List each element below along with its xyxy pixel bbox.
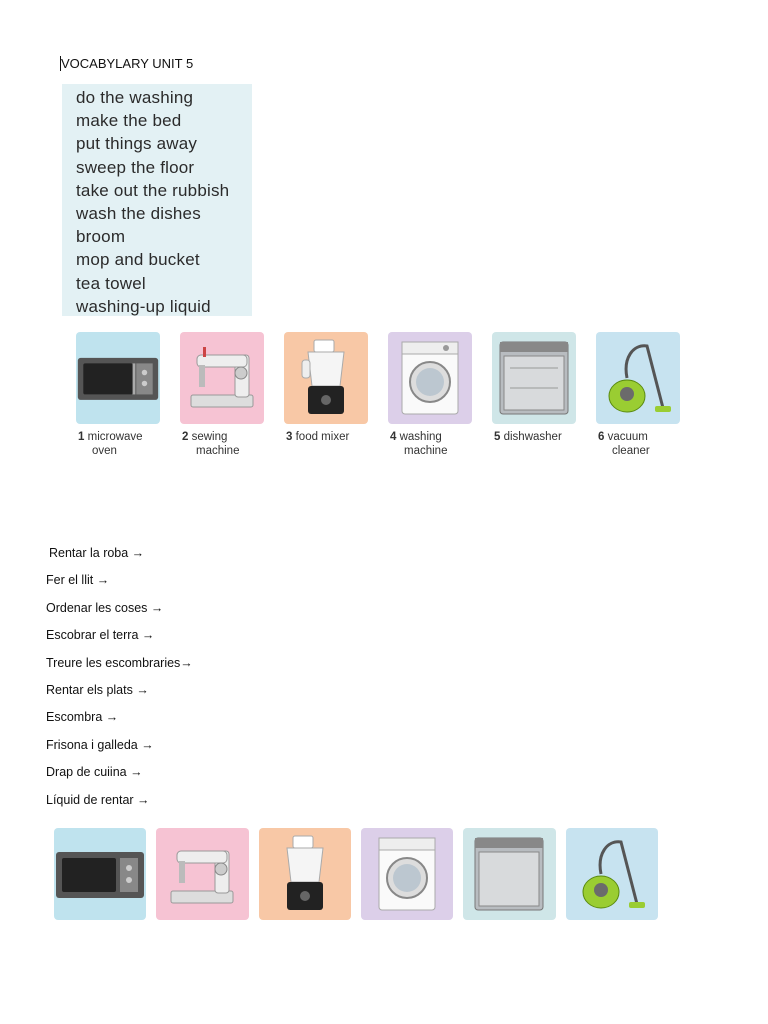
translation-item: Rentar la roba →: [49, 546, 145, 560]
caption-line2: machine: [196, 445, 240, 457]
translation-item: Escobrar el terra →: [46, 628, 155, 643]
caption-number: 1: [78, 431, 85, 443]
vocab-item: put things away: [76, 134, 198, 154]
vocab-item: mop and bucket: [76, 250, 200, 270]
vocab-item: make the bed: [76, 111, 182, 131]
vacuum-cleaner-icon: [596, 332, 680, 424]
title-text: VOCABYLARY UNIT 5: [61, 56, 194, 71]
sewing-machine-icon: [156, 828, 248, 920]
washing-machine-icon: [388, 332, 472, 424]
dishwasher-icon: [463, 828, 555, 920]
washing-machine-icon: [361, 828, 453, 920]
vacuum-cleaner-icon: [566, 828, 658, 920]
appliance-card-washing-machine: [374, 328, 478, 458]
appliance-card-vacuum-cleaner: [562, 824, 664, 932]
caption-number: 5: [494, 431, 501, 443]
appliance-caption: [182, 430, 239, 458]
appliance-card-sewing-machine: [152, 824, 254, 932]
translation-item: Rentar els plats →: [46, 682, 149, 697]
translation-item: Drap de cuiina →: [46, 765, 143, 780]
appliance-caption: [390, 430, 447, 458]
translation-item: Escombra →: [46, 710, 119, 725]
caption-line1: vacuum: [607, 431, 648, 443]
caption-line2: oven: [92, 445, 117, 457]
appliance-caption: [78, 430, 143, 458]
translation-item: Líquid de rentar →: [46, 792, 150, 807]
microwave-icon: [76, 332, 160, 424]
food-mixer-icon: [259, 828, 351, 920]
appliance-strip-captioned: [62, 328, 686, 458]
vocab-item: broom: [76, 227, 126, 247]
caption-line1: dishwasher: [503, 431, 562, 443]
microwave-icon: [54, 828, 146, 920]
appliance-card-dishwasher: [478, 328, 582, 458]
caption-line2: cleaner: [612, 445, 650, 457]
appliance-card-food-mixer: [255, 824, 357, 932]
appliance-card-washing-machine: [357, 824, 459, 932]
appliance-card-sewing-machine: [166, 328, 270, 458]
vocabulary-box: [62, 84, 252, 316]
translation-item: Ordenar les coses →: [46, 600, 164, 615]
appliance-card-dishwasher: [459, 824, 561, 932]
appliance-strip-cropped: [50, 824, 664, 932]
food-mixer-icon: [284, 332, 368, 424]
appliance-caption: [286, 430, 349, 444]
caption-number: 3: [286, 431, 293, 443]
vocab-item: take out the rubbish: [76, 180, 230, 200]
vocab-item: washing-up liquid: [76, 296, 211, 316]
appliance-card-microwave: [62, 328, 166, 458]
document-title: [60, 56, 193, 71]
caption-number: 6: [598, 431, 605, 443]
appliance-card-food-mixer: [270, 328, 374, 458]
translation-item: Fer el llit →: [46, 573, 110, 588]
appliance-caption: [494, 430, 562, 444]
caption-line1: microwave: [87, 431, 143, 443]
caption-line1: food mixer: [295, 431, 350, 443]
appliance-caption: [598, 430, 650, 458]
caption-line1: washing: [399, 431, 442, 443]
caption-line1: sewing: [191, 431, 228, 443]
appliance-card-vacuum-cleaner: [582, 328, 686, 458]
sewing-machine-icon: [180, 332, 264, 424]
caption-number: 4: [390, 431, 397, 443]
translation-list: [46, 544, 193, 818]
vocabulary-list: [62, 84, 252, 318]
vocab-item: tea towel: [76, 273, 146, 293]
translation-item: Frisona i galleda →: [46, 737, 154, 752]
translation-item: Treure les escombraries→: [46, 655, 193, 670]
dishwasher-icon: [492, 332, 576, 424]
caption-number: 2: [182, 431, 189, 443]
vocab-item: do the washing: [76, 88, 194, 107]
vocab-item: sweep the floor: [76, 157, 195, 177]
caption-line2: machine: [404, 445, 448, 457]
vocab-item: wash the dishes: [76, 204, 201, 224]
appliance-card-microwave: [50, 824, 152, 932]
